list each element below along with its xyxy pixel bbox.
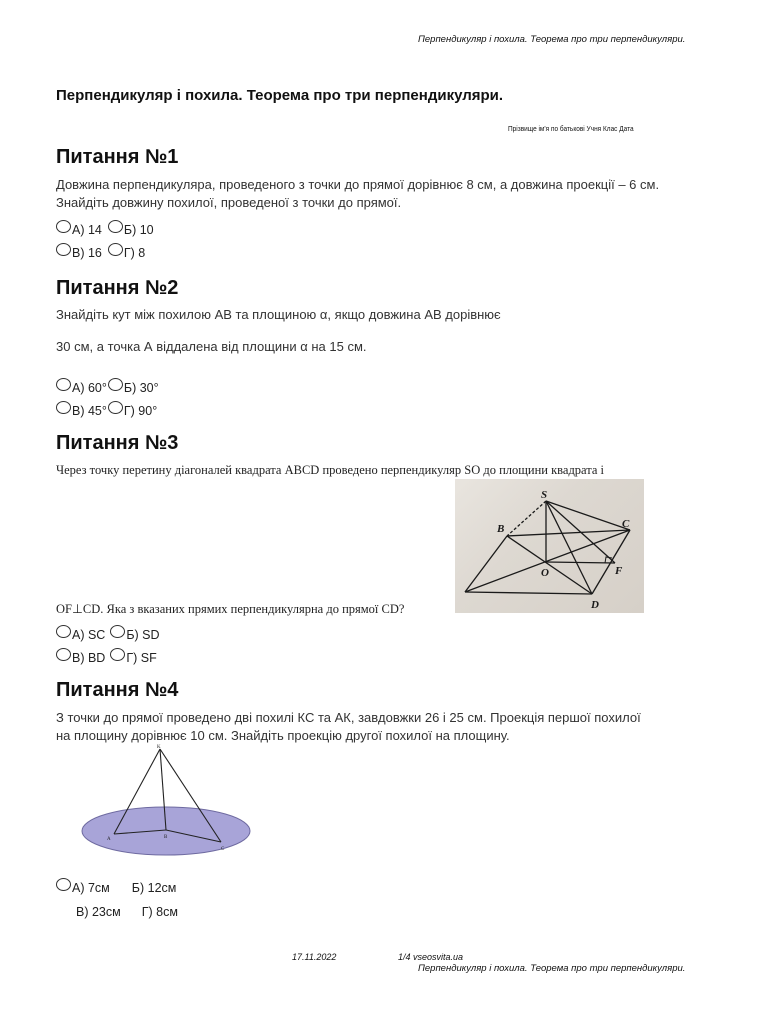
question-2-heading: Питання №2 (56, 277, 179, 299)
question-2-options-row-1 (56, 377, 159, 395)
radio-button-icon[interactable] (56, 401, 71, 414)
footer-date: 17.11.2022 (292, 952, 337, 962)
radio-button-icon[interactable] (108, 220, 123, 233)
question-1-option-b[interactable] (108, 223, 154, 237)
question-3-option-c[interactable] (56, 651, 105, 665)
label-f: F (615, 565, 623, 577)
question-2-text-line-2: 30 см, а точка А віддалена від площини α на 15 см. (56, 339, 367, 354)
question-2-option-a[interactable] (56, 381, 107, 395)
question-4-text: З точки до прямої проведено дві похилі КС та АК, завдовжки 26 і 25 см. Проекція першої похилої на площину дорівнює 10 см. Знайдіть проекцію другої похилої на площину. (56, 710, 641, 743)
question-1-option-a[interactable] (56, 223, 102, 237)
option-label: В) 16 (72, 246, 102, 260)
option-label: Б) SD (126, 628, 160, 642)
label-c: C (622, 518, 630, 530)
question-1-option-d[interactable] (108, 246, 145, 260)
option-label: А) 14 (72, 223, 102, 237)
option-label: А) 7см (72, 881, 110, 895)
plane-ellipse (82, 807, 250, 855)
question-1-heading: Питання №1 (56, 146, 179, 168)
question-1-text: Довжина перпендикуляра, проведеного з точки до прямої дорівнює 8 см, а довжина проекції – 6 см. Знайдіть довжину похилої, проведеної з точки до прямої. (56, 177, 660, 210)
question-4-option-a[interactable] (56, 881, 110, 895)
question-1-options-row-2 (56, 242, 145, 260)
question-3-option-d[interactable] (110, 651, 156, 665)
edge-sf (546, 501, 615, 563)
question-2-option-b[interactable] (108, 381, 159, 395)
question-2-option-c[interactable] (56, 404, 107, 418)
option-label: В) 23см (76, 905, 121, 919)
edge-da (465, 592, 592, 594)
question-3-heading: Питання №3 (56, 432, 179, 454)
radio-button-icon[interactable] (56, 243, 71, 256)
label-o: O (541, 567, 549, 579)
option-label: В) BD (72, 651, 106, 665)
radio-button-icon[interactable] (108, 401, 123, 414)
radio-button-icon[interactable] (108, 378, 123, 391)
radio-button-icon[interactable] (110, 648, 125, 661)
question-1-options-row-1 (56, 219, 154, 237)
label-c: C (221, 847, 225, 852)
question-4-option-c[interactable] (76, 905, 121, 919)
option-label: Г) 8 (123, 246, 146, 260)
label-d: D (591, 599, 599, 611)
question-3-options-row-2 (56, 647, 157, 665)
question-3-option-b[interactable] (110, 628, 159, 642)
footer-site[interactable]: vseosvita.ua (413, 952, 464, 962)
question-4-options-row-1 (56, 877, 176, 895)
page-title: Перпендикуляр і похила. Теорема про три перпендикуляри. (56, 87, 504, 104)
option-label: А) SC (72, 628, 106, 642)
question-3-text-line-2: OF⊥CD. Яка з вказаних прямих перпендикулярна до прямої CD? (56, 602, 405, 616)
option-label: А) 60° (72, 381, 107, 395)
edge-bc (507, 530, 630, 536)
plane-diagram (80, 742, 252, 856)
question-3-option-a[interactable] (56, 628, 105, 642)
question-4-option-b[interactable] (132, 881, 177, 895)
question-2-text-line-1: Знайдіть кут між похилою АВ та площиною α, якщо довжина АВ дорівнює (56, 307, 501, 322)
option-label: Г) 90° (123, 404, 158, 418)
running-header: Перпендикуляр і похила. Теорема про три перпендикуляри. (418, 34, 686, 45)
radio-button-icon[interactable] (56, 220, 71, 233)
label-b: B (497, 523, 505, 535)
radio-button-icon[interactable] (108, 243, 123, 256)
option-label: Г) 8см (141, 905, 178, 919)
option-label: Б) 30° (123, 381, 159, 395)
question-2-option-d[interactable] (108, 404, 157, 418)
question-3-figure (455, 479, 644, 613)
question-3-options-row-1 (56, 624, 160, 642)
question-2-options-row-2 (56, 400, 157, 418)
pyramid-diagram (455, 479, 644, 613)
footer-page (398, 952, 463, 962)
student-fields: Прізвище ім'я по батькові Учня Клас Дата (508, 125, 634, 134)
question-4-figure (80, 742, 252, 856)
label-b: B (164, 835, 168, 840)
option-label: Г) SF (126, 651, 157, 665)
footer-running-title: Перпендикуляр і похила. Теорема про три перпендикуляри. (418, 963, 686, 974)
radio-button-icon[interactable] (56, 378, 71, 391)
label-a: A (107, 837, 111, 842)
radio-button-icon[interactable] (56, 878, 71, 891)
question-1-option-c[interactable] (56, 246, 102, 260)
radio-button-icon[interactable] (56, 648, 71, 661)
edge-sb (507, 501, 546, 536)
radio-button-icon[interactable] (110, 625, 125, 638)
question-4-options-row-2 (76, 901, 178, 919)
option-label: Б) 12см (131, 881, 177, 895)
question-4-option-d[interactable] (142, 905, 178, 919)
option-label: В) 45° (72, 404, 107, 418)
diagonal-bd (507, 536, 592, 594)
footer-page-number: 1/4 (398, 952, 411, 962)
edge-cd (592, 530, 630, 594)
label-s: S (541, 489, 548, 501)
question-4-heading: Питання №4 (56, 679, 179, 701)
option-label: Б) 10 (123, 223, 154, 237)
label-k: K (157, 745, 161, 750)
question-3-text-line-1: Через точку перетину діагоналей квадрата ABCD проведено перпендикуляр SO до площини квадрата і (56, 463, 605, 477)
radio-button-icon[interactable] (56, 625, 71, 638)
